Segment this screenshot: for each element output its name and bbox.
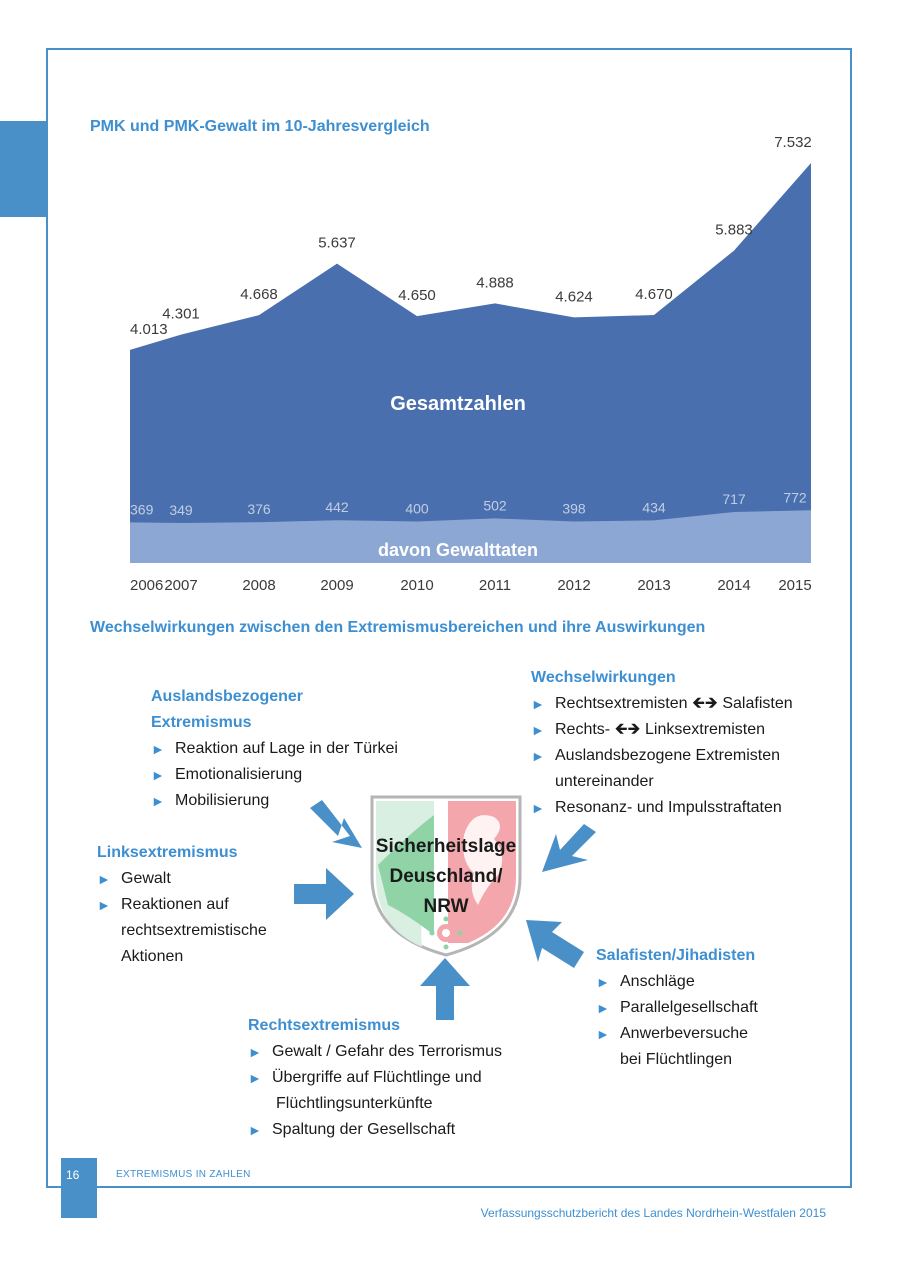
list-item: ► Reaktion auf Lage in der Türkei xyxy=(151,736,398,762)
bullet-icon: ► xyxy=(97,897,111,913)
list-item: ► Resonanz- und Impulsstraftaten xyxy=(531,795,793,821)
x-tick-label: 2008 xyxy=(242,577,276,594)
list-item: ► Parallelgesellschaft xyxy=(596,995,758,1021)
list-item: Aktionen xyxy=(121,948,184,965)
x-tick-label: 2011 xyxy=(478,577,512,594)
list-item: ► Gewalt xyxy=(97,866,267,892)
list-item: ► Emotionalisierung xyxy=(151,762,398,788)
area-chart xyxy=(86,110,826,600)
data-label: 4.670 xyxy=(635,286,673,303)
center-label: Sicherheitslage Deuschland/ NRW xyxy=(375,836,517,917)
bullet-icon: ► xyxy=(97,871,111,887)
chart-title: PMK und PMK-Gewalt im 10-Jahresvergleich xyxy=(90,118,430,135)
side-tab xyxy=(0,121,46,217)
data-label: 349 xyxy=(169,502,193,518)
section-title: Wechselwirkungen zwischen den Extremismusbereichen und ihre Auswirkungen xyxy=(90,619,706,636)
footer-text: Verfassungsschutzbericht des Landes Nordrhein-Westfalen 2015 xyxy=(480,1206,826,1220)
data-label: 376 xyxy=(247,501,271,518)
list-item: ► Rechts- 🡸🡺 Linksextremisten xyxy=(531,717,793,743)
x-tick-label: 2013 xyxy=(637,577,671,594)
bullet-icon: ► xyxy=(531,722,545,738)
arrow-icon xyxy=(538,820,600,876)
bullet-icon: ► xyxy=(151,741,165,757)
series-area-total xyxy=(130,163,811,563)
data-label: 4.650 xyxy=(398,287,436,305)
bullet-icon: ► xyxy=(531,696,545,712)
x-tick-label: 2014 xyxy=(717,577,751,594)
x-tick-label: 2009 xyxy=(320,577,354,594)
bullet-icon: ► xyxy=(151,793,165,809)
x-tick-label: 2015 xyxy=(778,577,812,594)
data-label: 4.624 xyxy=(555,288,593,306)
list-item: ► Übergriffe auf Flüchtlinge und xyxy=(248,1065,502,1091)
block-links xyxy=(97,840,267,970)
arrow-icon xyxy=(522,914,588,972)
bullet-icon: ► xyxy=(248,1044,262,1060)
bullet-icon: ► xyxy=(151,767,165,783)
data-label: 717 xyxy=(722,491,746,507)
bullet-icon: ► xyxy=(596,1026,610,1042)
salaf-head: Salafisten/Jihadisten xyxy=(596,947,756,964)
auslands-head-2: Extremismus xyxy=(151,714,252,731)
list-item: ► Mobilisierung xyxy=(151,788,398,814)
data-label: 434 xyxy=(642,499,666,516)
series-label-total: Gesamtzahlen xyxy=(390,393,526,415)
arrow-icon xyxy=(418,956,472,1022)
data-label: 442 xyxy=(325,499,349,516)
data-label: 398 xyxy=(562,500,586,517)
block-salaf xyxy=(596,943,758,1073)
list-item: ► Rechtsextremisten 🡸🡺 Salafisten xyxy=(531,691,793,717)
running-head: EXTREMISMUS IN ZAHLEN xyxy=(116,1169,251,1180)
arrow-icon xyxy=(292,866,356,922)
data-label: 4.013 xyxy=(130,320,168,338)
data-label: 400 xyxy=(405,500,429,517)
page-number-badge xyxy=(61,1158,97,1218)
block-rechts xyxy=(248,1013,502,1143)
list-item: ► Reaktionen auf xyxy=(97,892,267,918)
list-item: ► Spaltung der Gesellschaft xyxy=(248,1117,502,1143)
data-label: 369 xyxy=(130,501,154,518)
list-item: ► Auslandsbezogene Extremisten xyxy=(531,743,793,769)
wechsel-head: Wechselwirkungen xyxy=(531,669,676,686)
data-label: 7.532 xyxy=(774,134,812,151)
list-item: ► Gewalt / Gefahr des Terrorismus xyxy=(248,1039,502,1065)
data-label: 502 xyxy=(483,497,507,514)
bullet-icon: ► xyxy=(596,1000,610,1016)
list-item: ► Anwerbeversuche xyxy=(596,1021,758,1047)
rechts-head: Rechtsextremismus xyxy=(248,1017,401,1034)
list-item: bei Flüchtlingen xyxy=(620,1051,733,1068)
data-label: 4.301 xyxy=(162,305,200,323)
data-label: 5.883 xyxy=(715,221,753,239)
list-item: Flüchtlingsunterkünfte xyxy=(276,1095,433,1112)
bullet-icon: ► xyxy=(248,1122,262,1138)
list-item: untereinander xyxy=(555,773,654,790)
x-tick-label: 2006 xyxy=(130,577,164,594)
x-tick-label: 2007 xyxy=(164,577,198,594)
links-head: Linksextremismus xyxy=(97,844,238,861)
arrow-icon xyxy=(304,790,368,854)
block-wechsel xyxy=(531,665,793,821)
page-number: 16 xyxy=(66,1168,80,1182)
list-item: ► Anschläge xyxy=(596,969,758,995)
x-tick-label: 2010 xyxy=(400,577,434,594)
data-label: 4.888 xyxy=(476,274,514,292)
bullet-icon: ► xyxy=(531,748,545,764)
x-tick-label: 2012 xyxy=(557,577,591,594)
data-label: 5.637 xyxy=(318,234,356,252)
bullet-icon: ► xyxy=(596,974,610,990)
bullet-icon: ► xyxy=(531,800,545,816)
list-item: rechtsextremistische xyxy=(121,922,267,939)
auslands-head-1: Auslandsbezogener xyxy=(151,688,304,705)
series-label-violence: davon Gewalttaten xyxy=(377,540,539,560)
data-label: 772 xyxy=(783,489,807,506)
data-label: 4.668 xyxy=(240,286,278,304)
bullet-icon: ► xyxy=(248,1070,262,1086)
